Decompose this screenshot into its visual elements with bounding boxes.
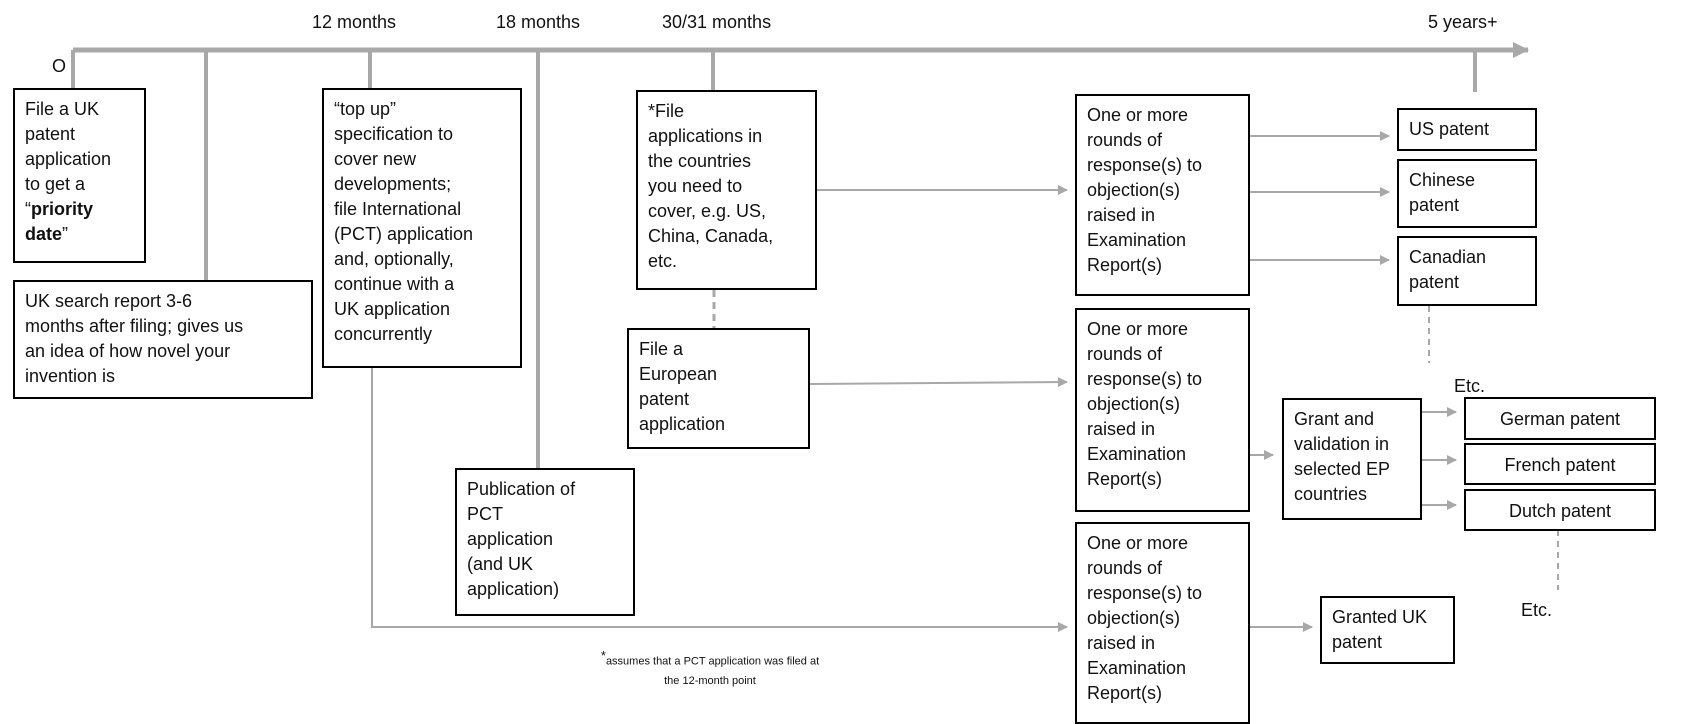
box-french-patent: French patent xyxy=(1464,443,1656,485)
footnote-line-2: the 12-month point xyxy=(664,674,756,687)
box-dutch-patent: Dutch patent xyxy=(1464,489,1656,531)
marker-30-months: 30/31 months xyxy=(662,12,772,32)
box-top-up-specification: “top up” specification to cover new developments; file International (PCT) application and, optionally, continue with a UK application concurrently xyxy=(322,88,522,368)
box-rounds-responses-3: One or more rounds of response(s) to objection(s) raised in Examination Report(s) xyxy=(1075,522,1250,724)
box-us-patent: US patent xyxy=(1397,108,1537,151)
box-canadian-patent: Canadian patent xyxy=(1397,236,1537,306)
footnote xyxy=(540,646,880,691)
box-text: File a UK patent application to get a “ xyxy=(25,99,112,219)
box-grant-validation-ep: Grant and validation in selected EP countries xyxy=(1282,398,1422,520)
box-file-applications-countries: *File applications in the countries you need to cover, e.g. US, China, Canada, etc. xyxy=(636,90,817,290)
origin-label: O xyxy=(52,56,67,76)
box-file-european-application: File a European patent application xyxy=(627,328,810,449)
box-chinese-patent: Chinese patent xyxy=(1397,159,1537,228)
etc-label-countries: Etc. xyxy=(1454,376,1486,396)
box-text-bold: date xyxy=(25,224,63,244)
box-uk-search-report: UK search report 3-6 months after filing; gives us an idea of how novel your invention is xyxy=(13,280,313,399)
box-granted-uk-patent: Granted UK patent xyxy=(1320,596,1455,664)
marker-18-months: 18 months xyxy=(496,12,581,32)
footnote-text: assumes that a PCT application was filed at xyxy=(605,655,820,668)
box-text: ” xyxy=(62,224,69,244)
box-rounds-responses-1: One or more rounds of response(s) to objection(s) raised in Examination Report(s) xyxy=(1075,94,1250,296)
etc-label-ep-countries: Etc. xyxy=(1521,600,1553,620)
footnote-star: * xyxy=(600,648,606,663)
marker-5-years: 5 years+ xyxy=(1428,12,1498,32)
box-text-bold: priority xyxy=(31,199,94,219)
arrow-european-rounds2 xyxy=(810,382,1067,384)
box-german-patent: German patent xyxy=(1464,397,1656,440)
box-rounds-responses-2: One or more rounds of response(s) to objection(s) raised in Examination Report(s) xyxy=(1075,308,1250,512)
box-file-uk-application xyxy=(13,88,146,263)
marker-12-months: 12 months xyxy=(312,12,397,32)
footnote-line-1 xyxy=(540,646,880,672)
box-publication-pct: Publication of PCT application (and UK application) xyxy=(455,468,635,616)
